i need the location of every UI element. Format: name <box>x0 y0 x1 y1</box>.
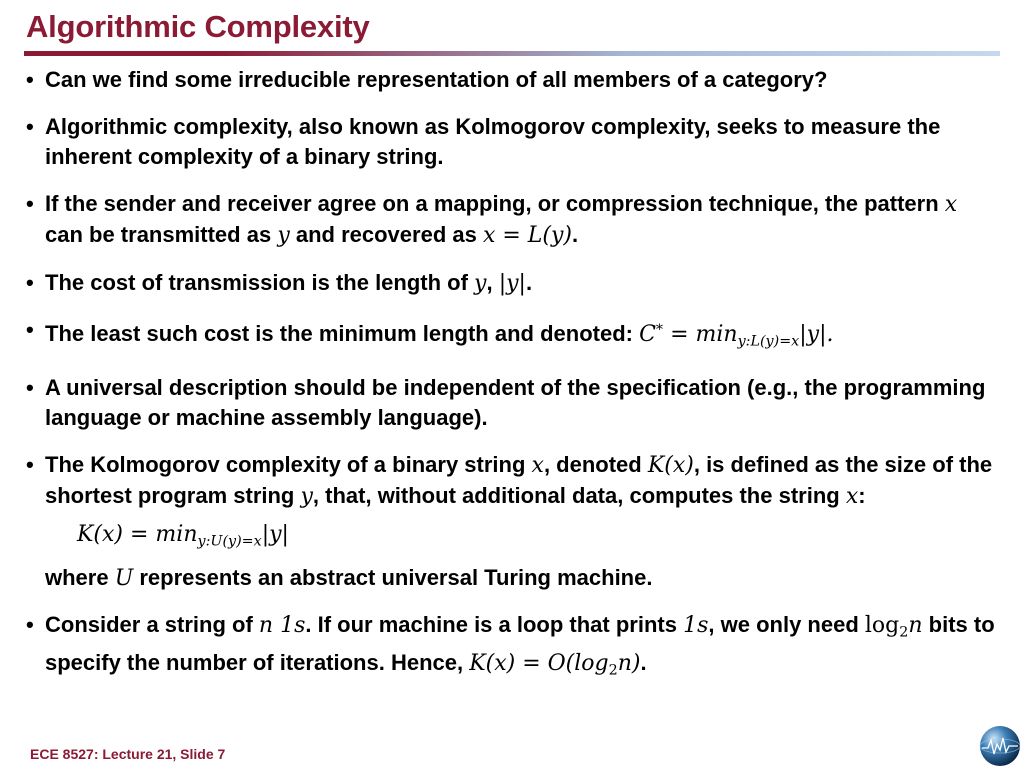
bullet-7-text: : <box>858 483 866 509</box>
math-log-base: 2 <box>899 624 909 641</box>
bullet-3-text: and recovered as <box>289 222 483 247</box>
bullet-3-text: can be transmitted as <box>45 222 278 247</box>
bullet-dot: • <box>26 67 34 92</box>
bullet-dot: • <box>26 612 34 638</box>
math-y: y <box>474 270 487 296</box>
bullet-8-text: , we only need <box>708 612 865 638</box>
math-big-o: K(x) = O(log <box>469 650 609 676</box>
bullet-1-text: Can we find some irreducible representation of all members of a category? <box>45 67 828 92</box>
bullet-3-text: If the sender and receiver agree on a mapping, or compression technique, the pattern <box>45 190 945 216</box>
math-y: y <box>277 223 290 248</box>
bullet-8-text: bits to specify the number of iterations. Hence, <box>45 612 995 675</box>
bullet-7 <box>26 450 1001 594</box>
bullet-dot: • <box>26 317 34 342</box>
slide-body <box>26 65 1001 686</box>
bullet-7-text: , is defined as the size of the shortest program string <box>45 451 993 509</box>
math-x: x <box>531 452 544 478</box>
bullet-7-text: , that, without additional data, computes the string <box>312 483 846 509</box>
globe-logo-icon <box>978 724 1022 768</box>
bullet-6-text: A universal description should be independent of the specification (e.g., the programming language or machine assembly language). <box>45 374 986 431</box>
math-y: y <box>300 484 313 510</box>
bullet-dot: • <box>26 451 34 477</box>
math-1s: 1s <box>273 613 306 639</box>
bullet-5 <box>26 315 1001 357</box>
bullet-dot: • <box>26 190 34 216</box>
bullet-3-text: . <box>572 222 579 247</box>
math-n: n <box>908 613 923 639</box>
math-u: U <box>114 565 134 591</box>
math-recovery-equation: x = L(y) <box>482 223 572 248</box>
math-x: x <box>944 191 958 217</box>
bullet-8-text: Consider a string of <box>45 612 259 638</box>
math-1s: 1s <box>683 613 709 639</box>
math-eq-end: |y| <box>261 521 289 547</box>
bullet-2 <box>26 112 1001 173</box>
bullet-7-text: The Kolmogorov complexity of a binary string <box>45 451 532 477</box>
math-n: n <box>258 613 274 639</box>
math-min: = min <box>663 322 738 348</box>
math-kx: K(x) <box>647 452 694 478</box>
bullet-4-text: , <box>486 269 499 295</box>
where-text: where <box>45 564 115 590</box>
math-eq-subscript: y:U(y)=x <box>197 533 262 550</box>
bullet-8-text: . <box>640 649 647 675</box>
math-log: log <box>864 613 900 639</box>
math-abs-y: |y| <box>498 270 526 296</box>
math-c: C <box>639 322 656 348</box>
math-x: x <box>845 484 859 510</box>
math-log-base: 2 <box>608 662 618 679</box>
bullet-8 <box>26 610 1001 686</box>
bullet-8-text: . If our machine is a loop that prints <box>305 612 684 638</box>
math-eq-main: K(x) = min <box>77 521 198 547</box>
bullet-4 <box>26 268 1001 300</box>
math-abs-y: |y|. <box>799 322 834 348</box>
slide-title: Algorithmic Complexity <box>26 9 370 44</box>
math-big-o-end: n) <box>617 650 641 676</box>
bullet-dot: • <box>26 113 34 139</box>
slide-footer: ECE 8527: Lecture 21, Slide 7 <box>30 746 226 762</box>
bullet-2-text: Algorithmic complexity, also known as Kolmogorov complexity, seeks to measure the inherent complexity of a binary string. <box>45 113 941 169</box>
bullet-1 <box>26 65 1001 96</box>
bullet-4-text: The cost of transmission is the length of <box>45 269 475 295</box>
where-text: represents an abstract universal Turing machine. <box>133 564 653 590</box>
bullet-7-text: , denoted <box>543 451 648 477</box>
bullet-6 <box>26 373 1001 434</box>
bullet-dot: • <box>26 374 34 400</box>
bullet-dot: • <box>26 269 34 295</box>
math-min-subscript: y:L(y)=x <box>737 333 800 350</box>
kolmogorov-equation <box>77 519 1001 557</box>
bullet-5-text: The least such cost is the minimum length and denoted: <box>45 321 640 347</box>
bullet-3 <box>26 189 1001 252</box>
bullet-4-text: . <box>525 269 533 295</box>
where-clause <box>45 563 1001 595</box>
title-underline <box>24 51 1000 56</box>
math-star: * <box>655 322 664 338</box>
